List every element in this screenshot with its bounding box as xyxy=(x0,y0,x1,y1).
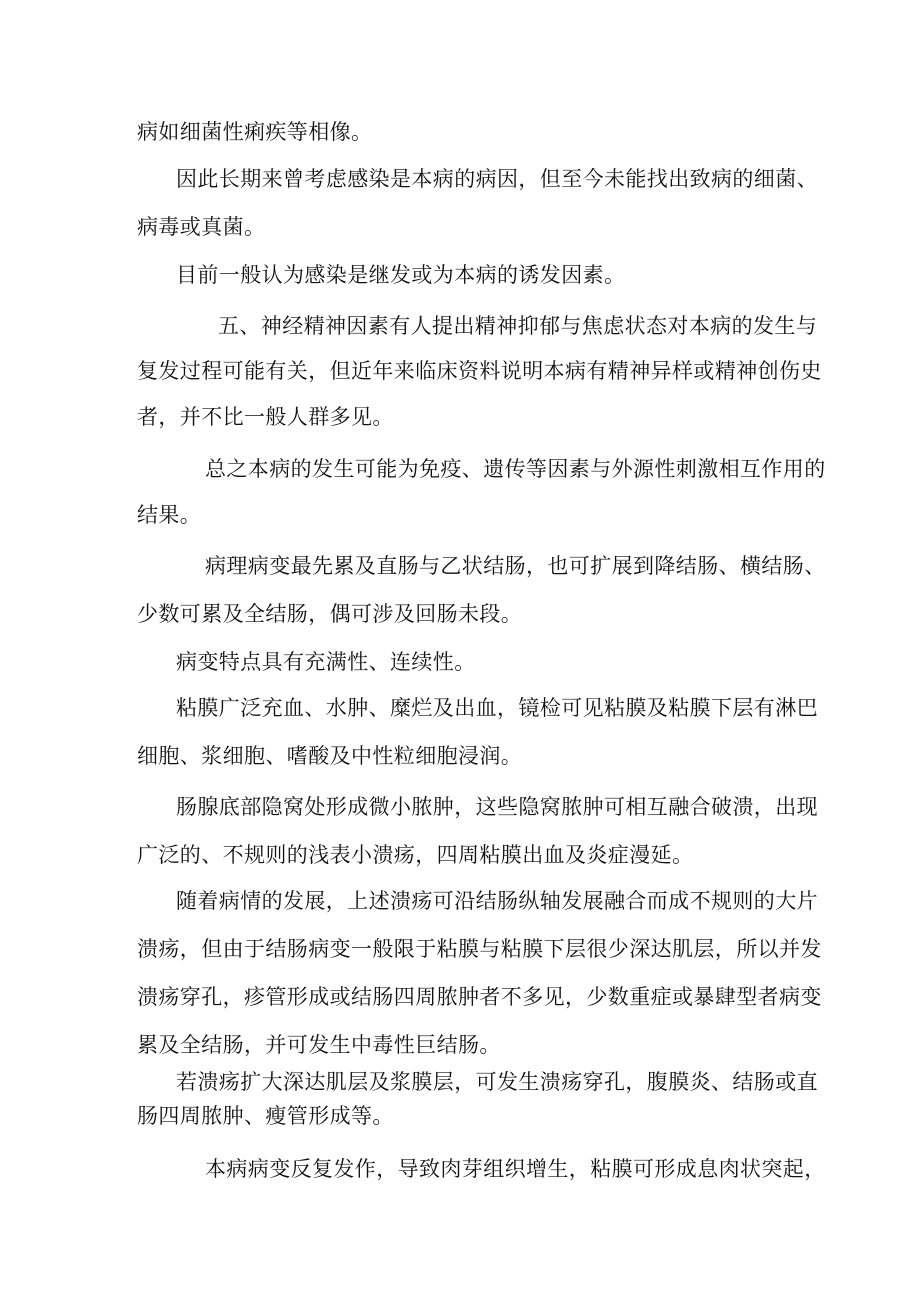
text-line: 因此长期来曾考虑感染是本病的病因，但至今未能找出致病的细菌、 xyxy=(176,167,818,191)
text-line: 目前一般认为感染是继发或为本病的诱发因素。 xyxy=(176,263,626,287)
text-line: 溃疡，但由于结肠病变一般限于粘膜与粘膜下层很少深达肌层，所以并发 xyxy=(137,937,822,961)
text-line: 五、神经精神因素有人提出精神抑郁与焦虑状态对本病的发生与 xyxy=(218,314,818,338)
text-line: 病如细菌性痢疾等相像。 xyxy=(137,120,373,144)
text-line: 肠腺底部隐窝处形成微小脓肿，这些隐窝脓肿可相互融合破溃，出现 xyxy=(176,795,818,819)
text-line: 总之本病的发生可能为免疫、遗传等因素与外源性刺激相互作用的 xyxy=(205,457,826,481)
text-line: 病变特点具有充满性、连续性。 xyxy=(176,650,476,674)
text-line: 随着病情的发展，上述溃疡可沿结肠纵轴发展融合而成不规则的大片 xyxy=(176,889,818,913)
text-line: 本病病变反复发作，导致肉芽组织增生，粘膜可形成息肉状突起， xyxy=(205,1157,826,1181)
text-line: 病理病变最先累及直肠与乙状结肠，也可扩展到降结肠、横结肠、 xyxy=(205,554,826,578)
text-line: 若溃疡扩大深达肌层及浆膜层，可发生溃疡穿孔，腹膜炎、结肠或直 xyxy=(176,1070,818,1094)
text-line: 溃疡穿孔，疹管形成或结肠四周脓肿者不多见，少数重症或暴肆型者病变 xyxy=(137,985,822,1009)
text-line: 病毒或真菌。 xyxy=(137,215,266,239)
text-line: 细胞、浆细胞、嗜酸及中性粒细胞浸润。 xyxy=(137,744,523,768)
text-line: 肠四周脓肿、瘦管形成等。 xyxy=(137,1104,394,1128)
text-line: 结果。 xyxy=(137,503,202,527)
text-line: 累及全结肠，并可发生中毒性巨结肠。 xyxy=(137,1033,501,1057)
text-line: 者，并不比一般人群多见。 xyxy=(137,405,394,429)
text-line: 广泛的、不规则的浅表小溃疡，四周粘膜出血及炎症漫延。 xyxy=(137,843,694,867)
text-line: 粘膜广泛充血、水肿、糜烂及出血，镜检可见粘膜及粘膜下层有淋巴 xyxy=(176,696,818,720)
text-line: 少数可累及全结肠，偶可涉及回肠未段。 xyxy=(137,602,523,626)
text-line: 复发过程可能有关，但近年来临床资料说明本病有精神异样或精神创伤史 xyxy=(137,359,822,383)
